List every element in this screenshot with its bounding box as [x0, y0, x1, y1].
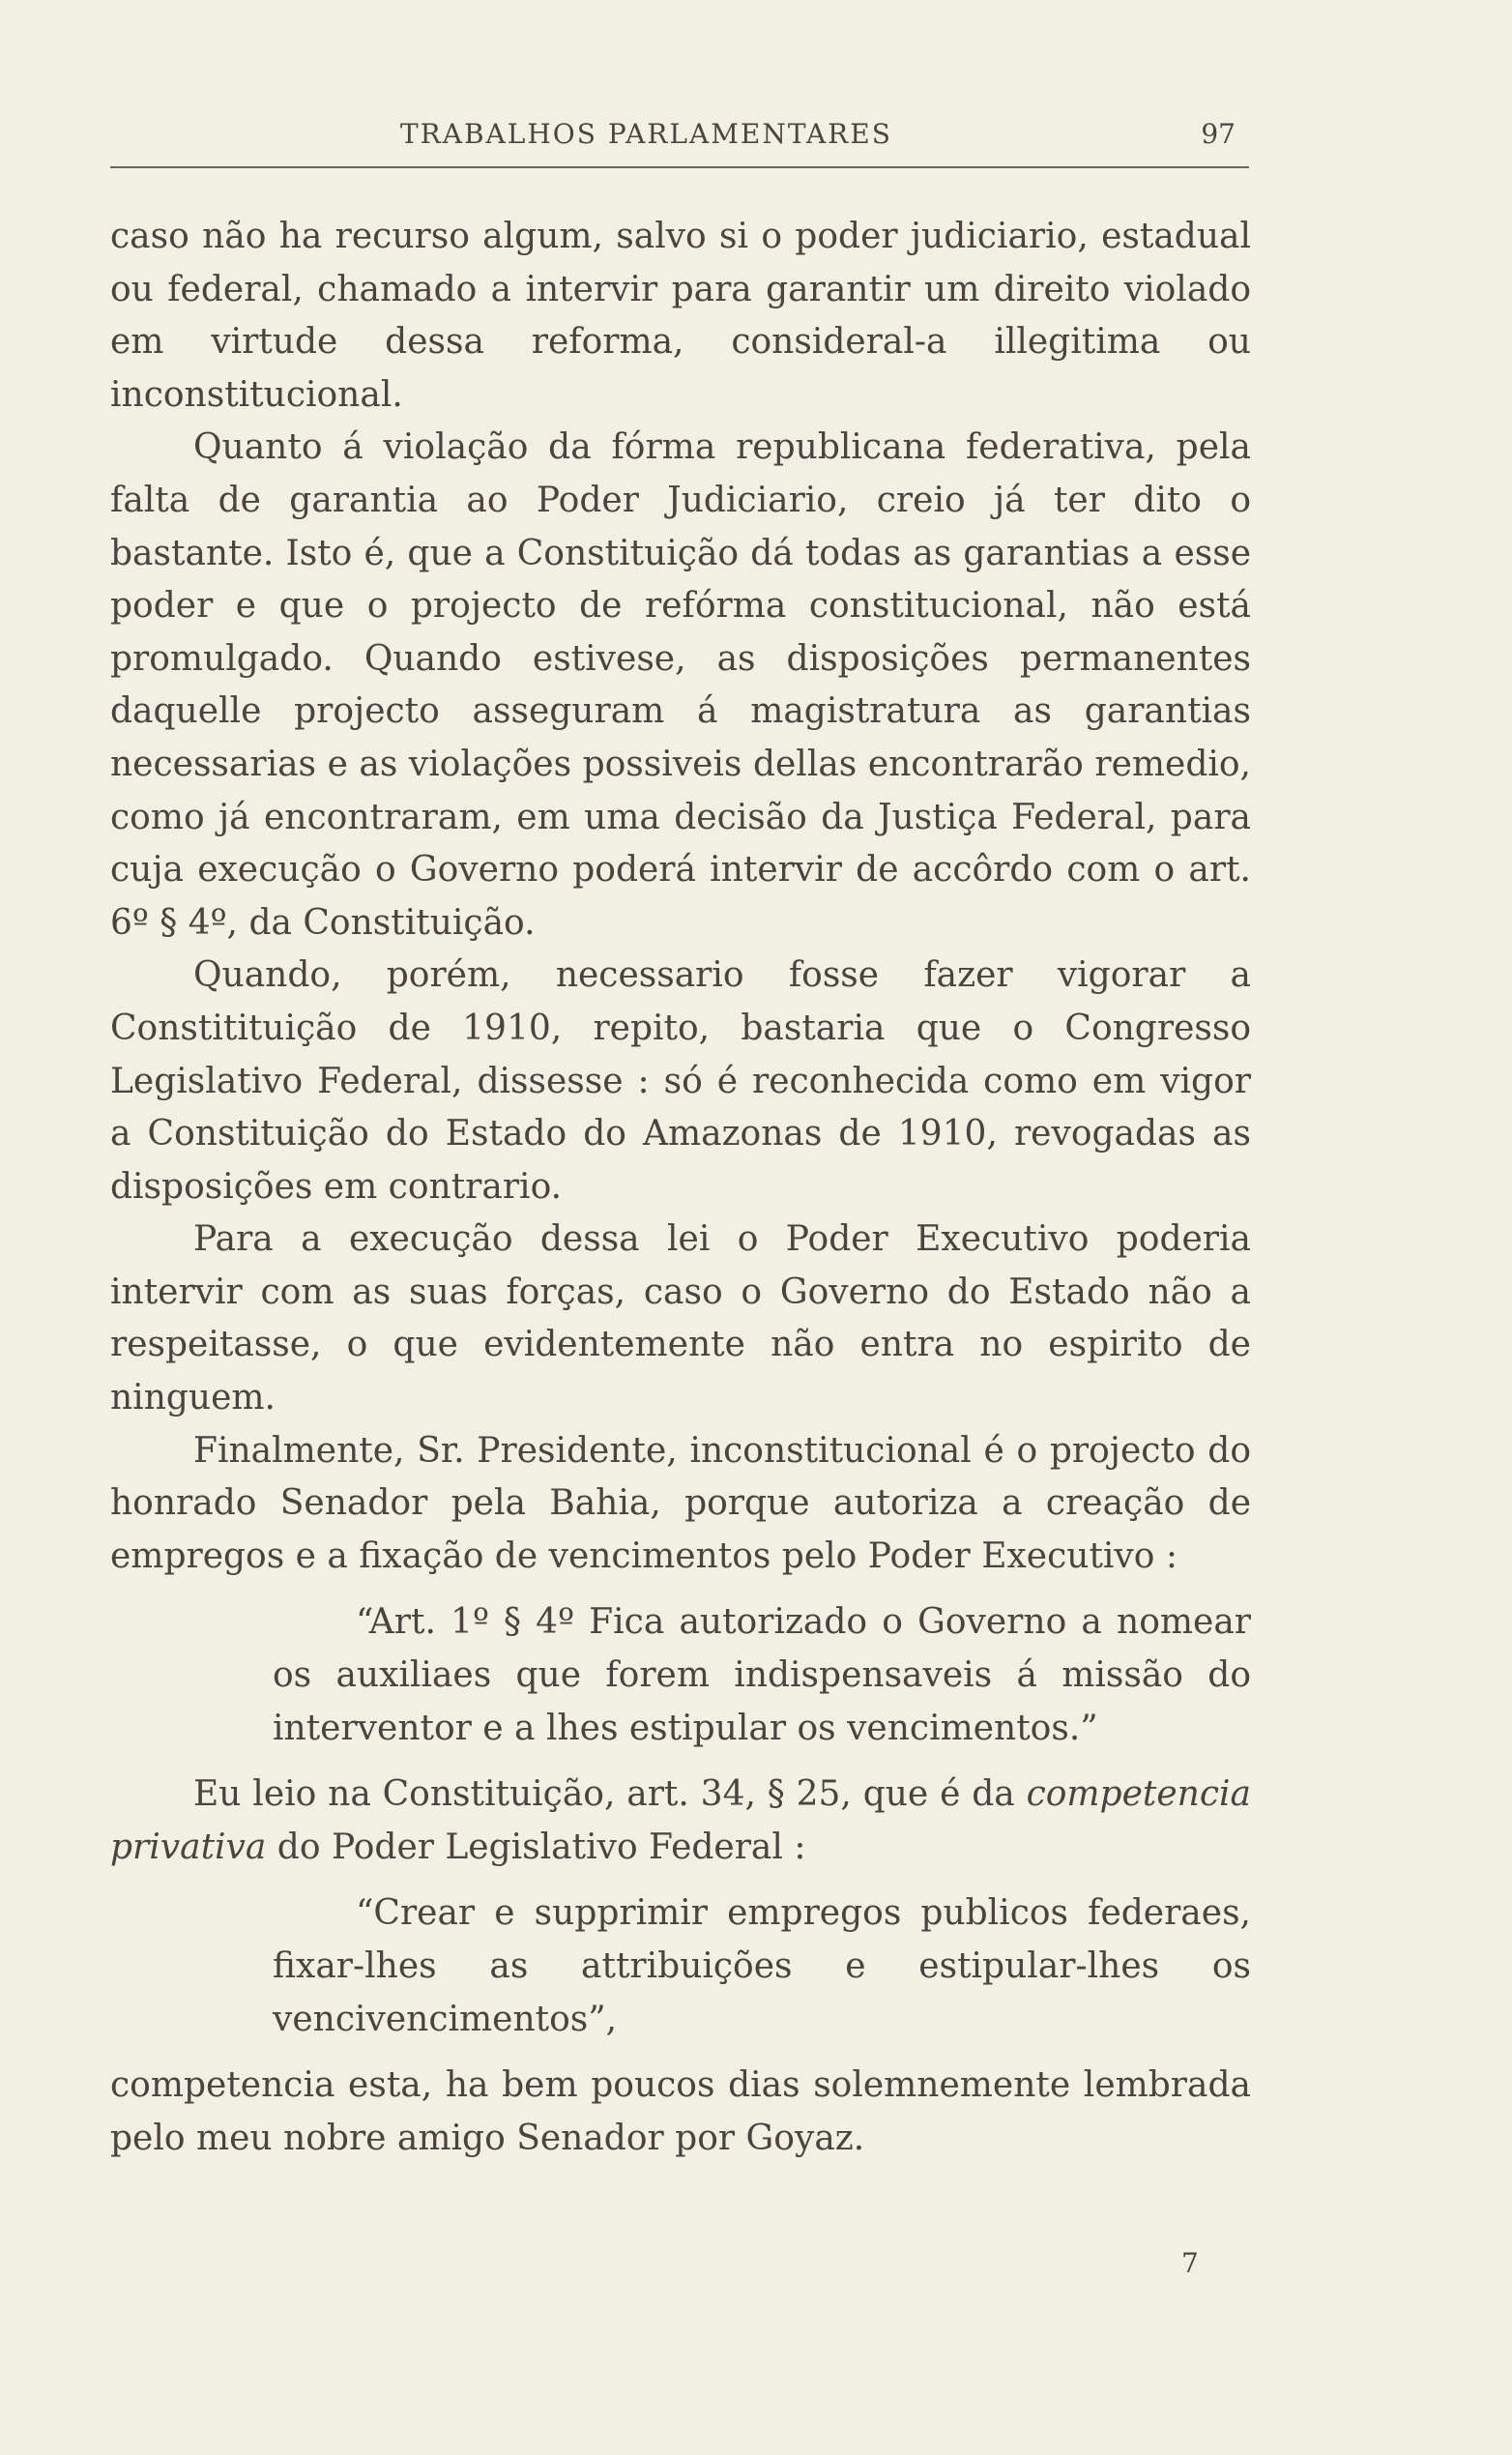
- paragraph-1: caso não ha recurso algum, salvo si o poder judiciario, estadual ou federal, chamado a intervir para garantir um direito violado em virtude dessa reforma, consideral-a illegitima ou inconstitucional.: [110, 217, 1251, 415]
- paragraph-5: Finalmente, Sr. Presidente, inconstitucional é o projecto do honrado Senador pela Bahia, porque autoriza a creação de empregos e a fixação de vencimentos pelo Poder Executivo :: [110, 1430, 1251, 1576]
- page-header: [110, 118, 1241, 166]
- paragraph-7: competencia esta, ha bem poucos dias solemnemente lembrada pelo meu nobre amigo Senador por Goyaz.: [110, 2065, 1251, 2158]
- paragraph-6-start: Eu leio na Constituição, art. 34, § 25, que é da: [193, 1774, 1027, 1815]
- paragraph-6-end: do Poder Legislativo Federal :: [266, 1827, 806, 1867]
- paragraph-6: [110, 1768, 1251, 1874]
- block-quote-1: “Art. 1º § 4º Fica autorizado o Governo a nomear os auxiliaes que forem indispensaveis á missão do interventor e a lhes estipular os vencimentos.”: [273, 1602, 1251, 1748]
- paragraph-2: Quanto á violação da fórma republicana federativa, pela falta de garantia ao Poder Judiciario, creio já ter dito o bastante. Isto é, que a Constituição dá todas as garantias a esse poder e que o projecto de refórma constitucional, não está promulgado. Quando estivese, as disposições permanentes daquelle projecto asseguram á magistratura as garantias necessarias e as violações possiveis dellas encontrarão remedio, como já encontraram, em uma decisão da Justiça Federal, para cuja execução o Governo poderá intervir de accôrdo com o art. 6º § 4º, da Constituição.: [110, 427, 1251, 943]
- header-rule: [110, 166, 1249, 168]
- paragraph-3: Quando, porém, necessario fosse fazer vigorar a Constitituição de 1910, repito, bastaria que o Congresso Legislativo Federal, dissesse : só é reconhecida como em vigor a Constituição do Estado do Amazonas de 1910, revogadas as disposições em contrario.: [110, 955, 1251, 1207]
- body-text: [110, 211, 1251, 2165]
- paragraph-4: Para a execução dessa lei o Poder Executivo poderia intervir com as suas forças, caso o Governo do Estado não a respeitasse, o que evidentemente não entra no espirito de ninguem.: [110, 1219, 1251, 1418]
- block-quote-2: “Crear e supprimir empregos publicos federaes, fixar-lhes as attribuições e estipular-lhes os vencivencimentos”,: [273, 1893, 1251, 2039]
- signature-mark: 7: [1181, 2247, 1199, 2279]
- paragraph-6-italic: competencia privativa: [110, 1774, 1251, 1867]
- page-number: 97: [1201, 118, 1236, 150]
- running-title: TRABALHOS PARLAMENTARES: [400, 118, 892, 150]
